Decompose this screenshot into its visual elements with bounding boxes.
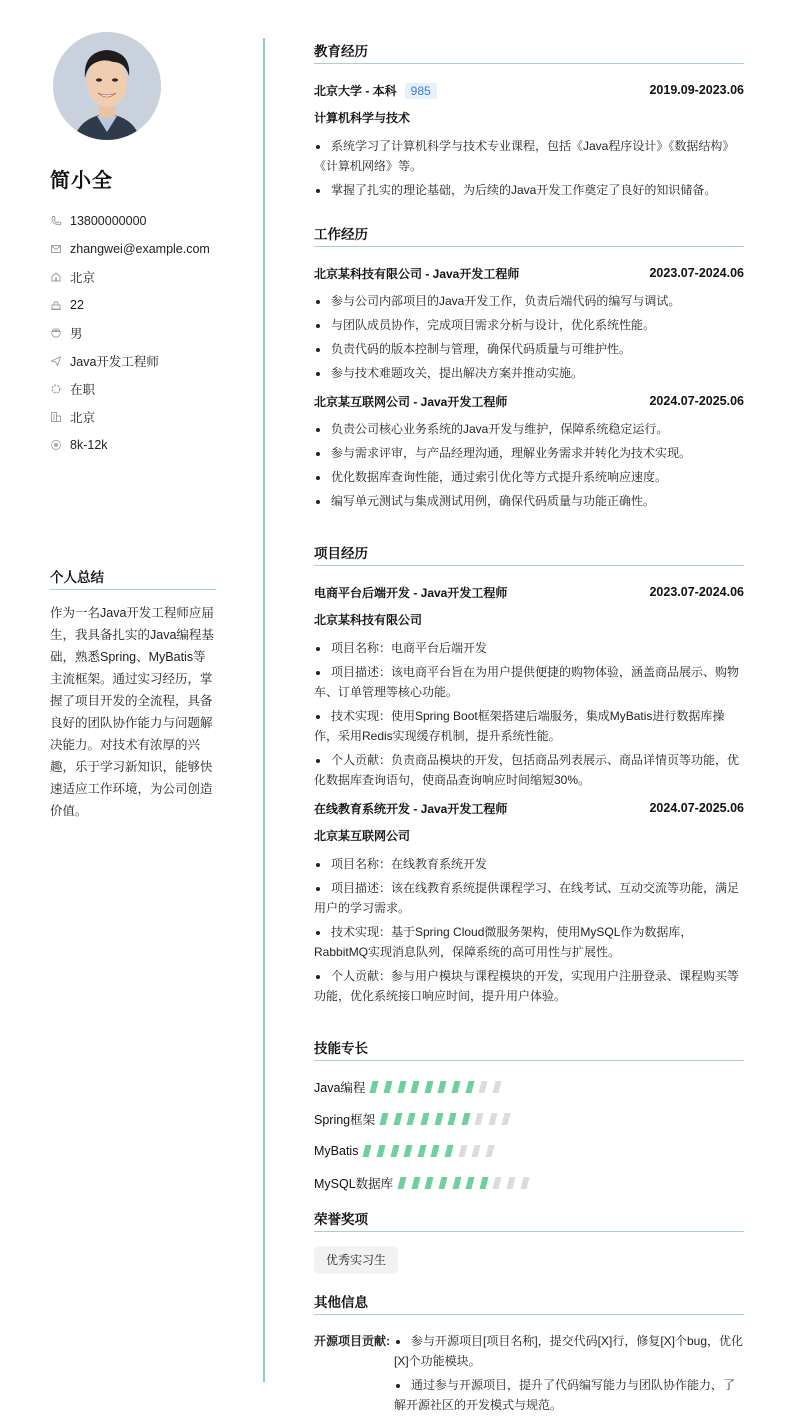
salary-icon bbox=[50, 439, 62, 451]
education-date: 2019.09-2023.06 bbox=[649, 83, 744, 97]
skill-segment-filled bbox=[397, 1081, 406, 1093]
skill-level-bar bbox=[364, 1145, 500, 1157]
info-phone bbox=[50, 207, 216, 235]
skill-name: Java编程 bbox=[314, 1081, 366, 1095]
list-item: 参与开源项目[项目名称]，提交代码[X]行，修复[X]个bug，优化[X]个功能模块。 bbox=[394, 1331, 744, 1371]
open-source-row bbox=[314, 1331, 744, 1419]
project-company: 北京某互联网公司 bbox=[314, 829, 411, 843]
work-entry-head bbox=[314, 263, 744, 283]
skill-segment-filled bbox=[424, 1081, 433, 1093]
education-entry-head bbox=[314, 80, 744, 100]
skill-segment-empty bbox=[485, 1145, 494, 1157]
personal-summary-section bbox=[50, 566, 216, 822]
skill-segment-empty bbox=[488, 1113, 497, 1125]
gender-value: 男 bbox=[70, 327, 83, 341]
work-points bbox=[314, 291, 744, 383]
section-title: 工作经历 bbox=[314, 223, 744, 247]
list-item: 参与公司内部项目的Java开发工作，负责后端代码的编写与调试。 bbox=[314, 291, 744, 311]
skill-segment-filled bbox=[425, 1177, 434, 1189]
skill-segment-filled bbox=[384, 1081, 393, 1093]
skill-segment-filled bbox=[452, 1177, 461, 1189]
location-value: 北京 bbox=[70, 271, 96, 285]
list-item: 个人贡献：参与用户模块与课程模块的开发，实现用户注册登录、课程购买等功能，优化系统接口响应时间，提升用户体验。 bbox=[314, 966, 744, 1006]
info-city bbox=[50, 403, 216, 431]
award-chip: 优秀实习生 bbox=[314, 1246, 398, 1274]
city-icon bbox=[50, 411, 62, 423]
status-icon bbox=[50, 383, 62, 395]
sidebar bbox=[50, 32, 216, 459]
section-title: 荣誉奖项 bbox=[314, 1208, 744, 1232]
position-value: Java开发工程师 bbox=[70, 355, 159, 369]
skill-segment-empty bbox=[506, 1177, 515, 1189]
skill-segment-filled bbox=[445, 1145, 454, 1157]
skill-segment-empty bbox=[502, 1113, 511, 1125]
list-item: 个人贡献：负责商品模块的开发，包括商品列表展示、商品详情页等功能，优化数据库查询语句，使商品查询响应时间缩短30%。 bbox=[314, 750, 744, 790]
skill-name: Spring框架 bbox=[314, 1113, 376, 1127]
project-date: 2023.07-2024.06 bbox=[649, 585, 744, 599]
list-item: 与团队成员协作，完成项目需求分析与设计，优化系统性能。 bbox=[314, 315, 744, 335]
other-info-section bbox=[314, 1291, 744, 1419]
project-company: 北京某科技有限公司 bbox=[314, 613, 423, 627]
work-heading: 北京某互联网公司 - Java开发工程师 bbox=[314, 394, 508, 409]
skill-segment-filled bbox=[407, 1113, 416, 1125]
section-title: 个人总结 bbox=[50, 566, 216, 590]
skill-segment-empty bbox=[475, 1113, 484, 1125]
skill-segment-filled bbox=[370, 1081, 379, 1093]
info-gender bbox=[50, 319, 216, 347]
project-heading: 电商平台后端开发 - Java开发工程师 bbox=[314, 585, 508, 600]
work-date: 2024.07-2025.06 bbox=[649, 394, 744, 408]
skill-segment-empty bbox=[492, 1081, 501, 1093]
list-item: 技术实现：基于Spring Cloud微服务架构，使用MySQL作为数据库，RabbitMQ实现消息队列，保障系统的高可用性与扩展性。 bbox=[314, 922, 744, 962]
list-item: 系统学习了计算机科学与技术专业课程，包括《Java程序设计》《数据结构》《计算机网络》等。 bbox=[314, 136, 744, 176]
salary-value: 8k-12k bbox=[70, 438, 108, 452]
list-item: 项目名称：电商平台后端开发 bbox=[314, 638, 744, 658]
skill-segment-filled bbox=[404, 1145, 413, 1157]
main-content bbox=[314, 40, 744, 1419]
skill-segment-empty bbox=[472, 1145, 481, 1157]
gender-icon bbox=[50, 327, 62, 339]
phone-value: 13800000000 bbox=[70, 214, 147, 228]
email-value: zhangwei@example.com bbox=[70, 242, 210, 256]
skill-row bbox=[314, 1103, 744, 1135]
school-badge: 985 bbox=[405, 83, 437, 99]
skill-segment-filled bbox=[431, 1145, 440, 1157]
skill-segment-filled bbox=[380, 1113, 389, 1125]
project-entry-head bbox=[314, 582, 744, 602]
age-value: 22 bbox=[70, 298, 84, 312]
list-item: 负责公司核心业务系统的Java开发与维护，保障系统稳定运行。 bbox=[314, 419, 744, 439]
skill-segment-filled bbox=[479, 1177, 488, 1189]
skill-level-bar bbox=[381, 1113, 517, 1125]
skill-segment-filled bbox=[363, 1145, 372, 1157]
section-title: 技能专长 bbox=[314, 1037, 744, 1061]
city-value: 北京 bbox=[70, 411, 96, 425]
info-position bbox=[50, 347, 216, 375]
info-location bbox=[50, 263, 216, 291]
list-item: 编写单元测试与集成测试用例，确保代码质量与功能正确性。 bbox=[314, 491, 744, 511]
skill-segment-filled bbox=[438, 1177, 447, 1189]
info-status bbox=[50, 375, 216, 403]
skill-segment-empty bbox=[493, 1177, 502, 1189]
contact-info-list bbox=[50, 207, 216, 459]
skill-segment-filled bbox=[398, 1177, 407, 1189]
position-icon bbox=[50, 355, 62, 367]
list-item: 优化数据库查询性能，通过索引优化等方式提升系统响应速度。 bbox=[314, 467, 744, 487]
summary-text: 作为一名Java开发工程师应届生，我具备扎实的Java编程基础，熟悉Spring、MyBatis等主流框架。通过实习经历，掌握了项目开发的全流程，具备良好的团队协作能力与问题解决能力。对技术有浓厚的兴趣，乐于学习新知识，能够快速适应工作环境，为公司创造价值。 bbox=[50, 606, 214, 818]
list-item: 负责代码的版本控制与管理，确保代码质量与可维护性。 bbox=[314, 339, 744, 359]
skill-row bbox=[314, 1167, 744, 1199]
work-entry-head bbox=[314, 391, 744, 411]
skill-segment-filled bbox=[465, 1081, 474, 1093]
info-age bbox=[50, 291, 216, 319]
open-source-label: 开源项目贡献: bbox=[314, 1334, 390, 1348]
skill-row bbox=[314, 1135, 744, 1167]
list-item: 参与需求评审，与产品经理沟通，理解业务需求并转化为技术实现。 bbox=[314, 443, 744, 463]
list-item: 项目描述：该在线教育系统提供课程学习、在线考试、互动交流等功能，满足用户的学习需求。 bbox=[314, 878, 744, 918]
avatar bbox=[53, 32, 161, 140]
skill-segment-empty bbox=[479, 1081, 488, 1093]
work-section bbox=[314, 223, 744, 542]
skill-segment-empty bbox=[520, 1177, 529, 1189]
skill-segment-filled bbox=[411, 1177, 420, 1189]
project-points bbox=[314, 854, 744, 1006]
skill-segment-filled bbox=[420, 1113, 429, 1125]
list-item: 参与技术难题攻关，提出解决方案并推动实施。 bbox=[314, 363, 744, 383]
section-title: 项目经历 bbox=[314, 542, 744, 566]
skill-segment-empty bbox=[458, 1145, 467, 1157]
section-title: 其他信息 bbox=[314, 1291, 744, 1315]
skill-row bbox=[314, 1071, 744, 1103]
skill-name: MyBatis bbox=[314, 1144, 359, 1158]
age-icon bbox=[50, 299, 62, 311]
skill-segment-filled bbox=[417, 1145, 426, 1157]
candidate-name: 简小全 bbox=[50, 170, 113, 192]
column-divider bbox=[263, 38, 265, 1382]
project-date: 2024.07-2025.06 bbox=[649, 801, 744, 815]
skills-list bbox=[314, 1071, 744, 1199]
info-email bbox=[50, 235, 216, 263]
skill-name: MySQL数据库 bbox=[314, 1177, 394, 1191]
skill-level-bar bbox=[399, 1177, 535, 1189]
school-name: 北京大学 - 本科 bbox=[314, 83, 397, 98]
education-points bbox=[314, 136, 744, 200]
work-points bbox=[314, 419, 744, 511]
skill-segment-filled bbox=[448, 1113, 457, 1125]
skill-segment-filled bbox=[434, 1113, 443, 1125]
skill-segment-filled bbox=[390, 1145, 399, 1157]
home-icon bbox=[50, 271, 62, 283]
education-section bbox=[314, 40, 744, 223]
skill-segment-filled bbox=[466, 1177, 475, 1189]
list-item: 项目描述：该电商平台旨在为用户提供便捷的购物体验，涵盖商品展示、购物车、订单管理等核心功能。 bbox=[314, 662, 744, 702]
project-points bbox=[314, 638, 744, 790]
skill-segment-filled bbox=[393, 1113, 402, 1125]
open-source-points bbox=[394, 1331, 744, 1419]
skill-segment-filled bbox=[438, 1081, 447, 1093]
awards-section bbox=[314, 1208, 744, 1291]
skill-segment-filled bbox=[461, 1113, 470, 1125]
projects-section bbox=[314, 542, 744, 1037]
status-value: 在职 bbox=[70, 383, 96, 397]
work-date: 2023.07-2024.06 bbox=[649, 266, 744, 280]
list-item: 掌握了扎实的理论基础，为后续的Java开发工作奠定了良好的知识储备。 bbox=[314, 180, 744, 200]
skill-segment-filled bbox=[377, 1145, 386, 1157]
work-heading: 北京某科技有限公司 - Java开发工程师 bbox=[314, 266, 520, 281]
mail-icon bbox=[50, 243, 62, 255]
phone-icon bbox=[50, 215, 62, 227]
project-heading: 在线教育系统开发 - Java开发工程师 bbox=[314, 801, 508, 816]
skill-level-bar bbox=[371, 1081, 507, 1093]
section-title: 教育经历 bbox=[314, 40, 744, 64]
list-item: 通过参与开源项目，提升了代码编写能力与团队协作能力，了解开源社区的开发模式与规范。 bbox=[394, 1375, 744, 1415]
skill-segment-filled bbox=[451, 1081, 460, 1093]
skills-section bbox=[314, 1037, 744, 1208]
list-item: 技术实现：使用Spring Boot框架搭建后端服务，集成MyBatis进行数据库操作，采用Redis实现缓存机制，提升系统性能。 bbox=[314, 706, 744, 746]
skill-segment-filled bbox=[411, 1081, 420, 1093]
info-salary bbox=[50, 431, 216, 459]
project-entry-head bbox=[314, 798, 744, 818]
list-item: 项目名称：在线教育系统开发 bbox=[314, 854, 744, 874]
major: 计算机科学与技术 bbox=[314, 111, 411, 125]
